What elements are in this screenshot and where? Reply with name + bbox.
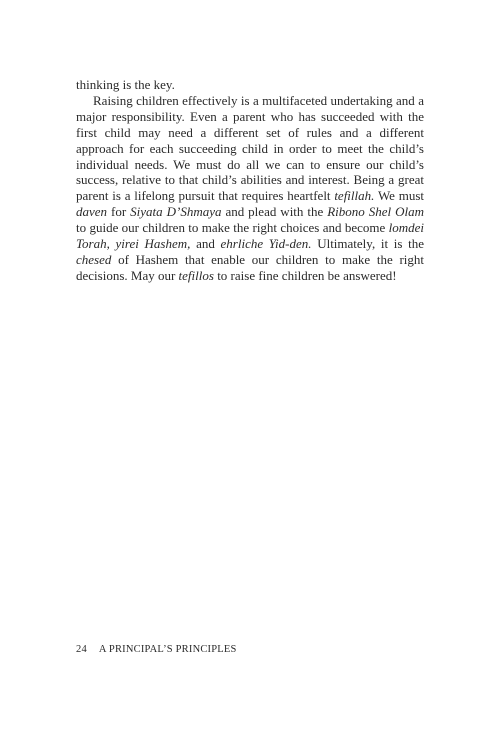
italic-term: tefillah. — [334, 188, 375, 204]
text-run: Ultimately, it is the — [311, 236, 424, 252]
page-number: 24 — [76, 644, 87, 655]
italic-term: tefillos — [178, 267, 214, 283]
italic-term: ehrliche Yid-den. — [220, 236, 312, 252]
italic-term: Ribono Shel Olam — [327, 204, 424, 220]
paragraph-continuation: thinking is the key. — [76, 77, 175, 92]
text-run: We must — [374, 188, 424, 204]
italic-term: lomdei Torah, yirei Hashem, — [76, 220, 424, 252]
text-run: to guide our children to make the right choices and become — [76, 220, 389, 236]
text-run: and — [190, 236, 221, 252]
italic-term: Siyata D’Shmaya — [130, 204, 222, 220]
page-body — [76, 77, 424, 284]
italic-term: daven — [76, 204, 108, 220]
page-footer — [76, 644, 237, 655]
paragraph-raising-children — [76, 93, 424, 284]
text-run: of Hashem that enable our children to make the right decisions. May our — [76, 251, 424, 283]
text-run: for — [107, 204, 131, 220]
text-run: and plead with the — [221, 204, 328, 220]
text-run: Raising children effectively is a multifaceted undertaking and a major responsibility. Even a parent who has succeeded with the first child may need a different set of rules and a different approach for each succeeding child in order to meet the child’s individual needs. We must do all we can to ensure our child’s success, relative to that child’s abilities and interest. Being a great parent is a lifelong pursuit that requires heartfelt — [76, 92, 424, 204]
italic-term: chesed — [76, 251, 112, 267]
running-title: A PRINCIPAL’S PRINCIPLES — [98, 644, 237, 655]
text-run: to raise fine children be answered! — [213, 267, 397, 283]
